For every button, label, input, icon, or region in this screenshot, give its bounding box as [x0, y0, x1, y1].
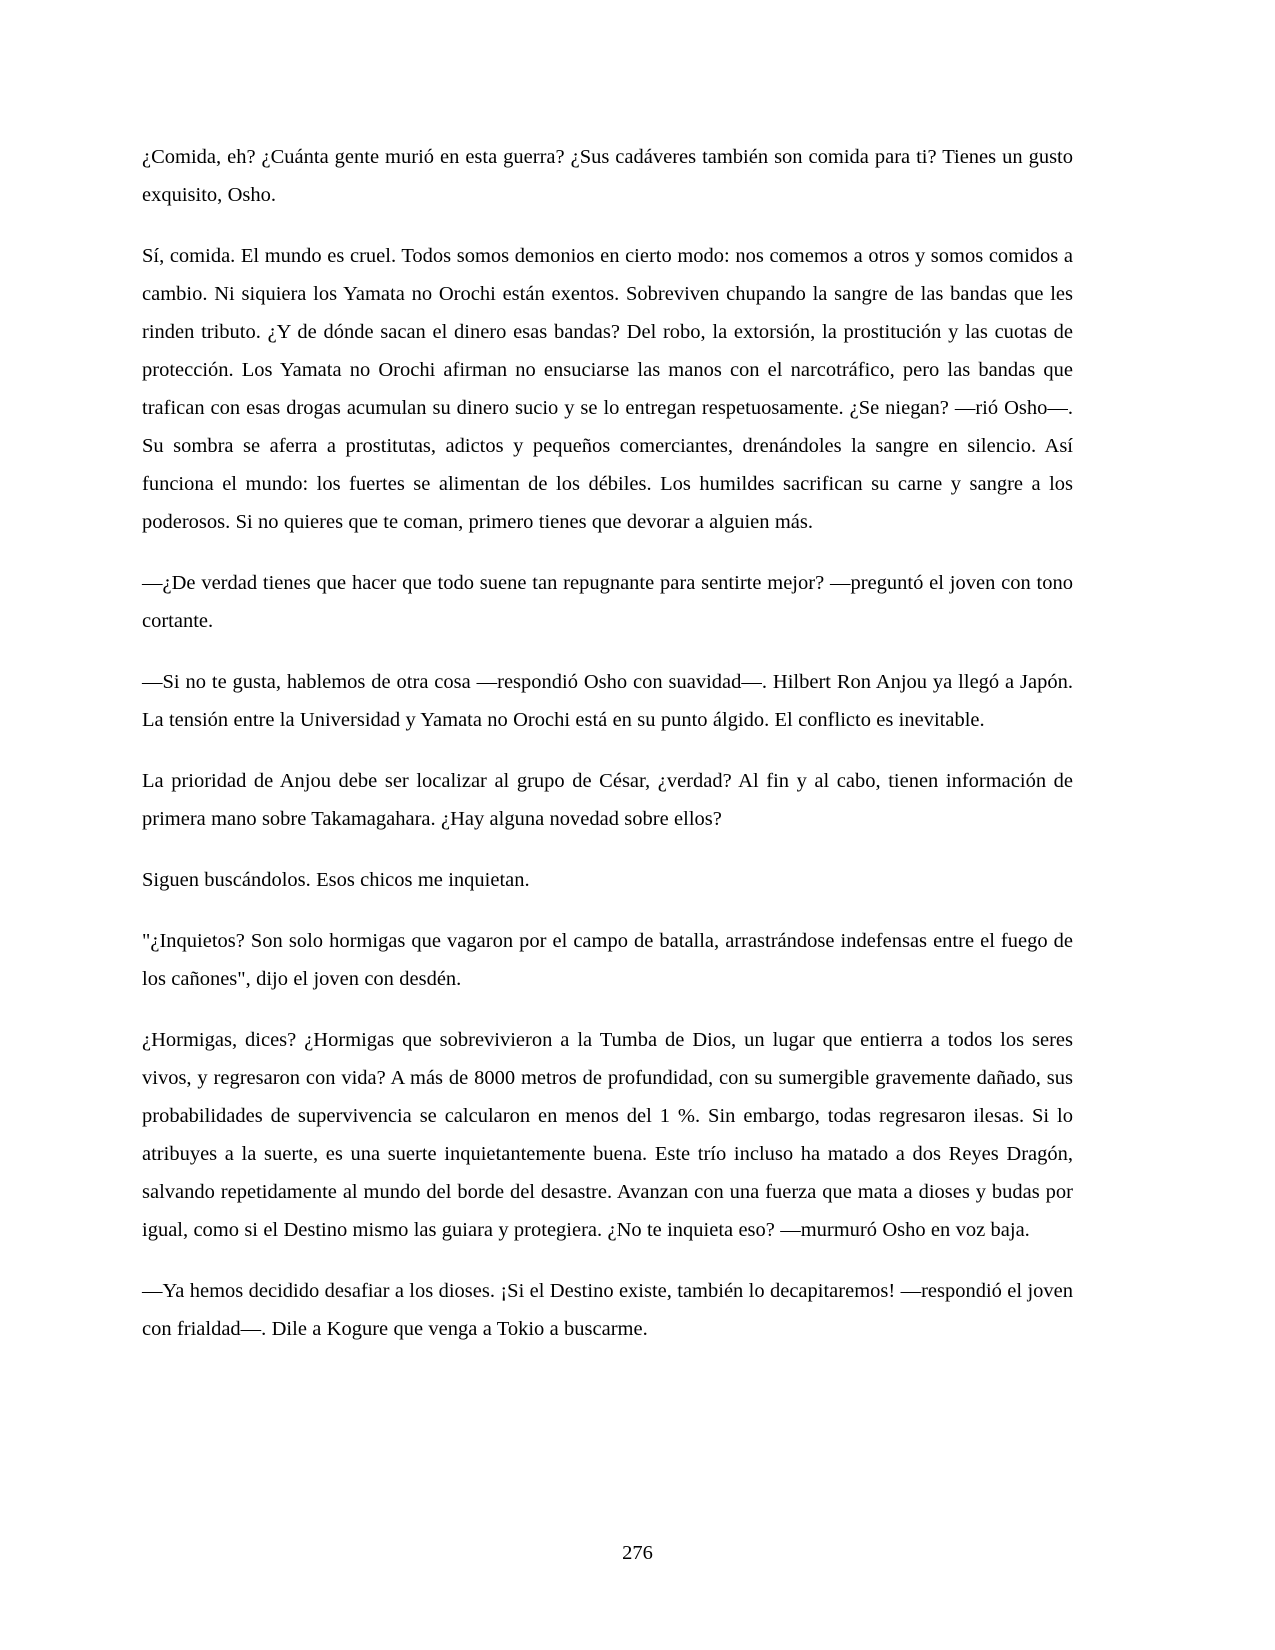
paragraph: Siguen buscándolos. Esos chicos me inquietan. [142, 869, 530, 891]
paragraph: ¿Comida, eh? ¿Cuánta gente murió en esta guerra? ¿Sus cadáveres también son comida para ti? Tienes un gusto exquisito, Osho. [142, 146, 1073, 206]
paragraph: —Si no te gusta, hablemos de otra cosa —respondió Osho con suavidad—. Hilbert Ron Anjou ya llegó a Japón. La tensión entre la Universidad y Yamata no Orochi está en su punto álgido. El conflicto es inevitable. [142, 671, 1073, 731]
paragraph: "¿Inquietos? Son solo hormigas que vagaron por el campo de batalla, arrastrándose indefensas entre el fuego de los cañones", dijo el joven con desdén. [142, 930, 1073, 990]
paragraph: —Ya hemos decidido desafiar a los dioses. ¡Si el Destino existe, también lo decapitaremos! —respondió el joven con frialdad—. Dile a Kogure que venga a Tokio a buscarme. [142, 1280, 1073, 1340]
paragraph: ¿Hormigas, dices? ¿Hormigas que sobrevivieron a la Tumba de Dios, un lugar que entierra a todos los seres vivos, y regresaron con vida? A más de 8000 metros de profundidad, con su sumergible gravemente dañado, sus probabilidades de supervivencia se calcularon en menos del 1 %. Sin embargo, todas regresaron ilesas. Si lo atribuyes a la suerte, es una suerte inquietantemente buena. Este trío incluso ha matado a dos Reyes Dragón, salvando repetidamente al mundo del borde del desastre. Avanzan con una fuerza que mata a dioses y budas por igual, como si el Destino mismo las guiara y protegiera. ¿No te inquieta eso? —murmuró Osho en voz baja. [142, 1029, 1073, 1241]
paragraph: —¿De verdad tienes que hacer que todo suene tan repugnante para sentirte mejor? —preguntó el joven con tono cortante. [142, 572, 1073, 632]
page-body-text [142, 138, 1073, 1348]
paragraph: Sí, comida. El mundo es cruel. Todos somos demonios en cierto modo: nos comemos a otros y somos comidos a cambio. Ni siquiera los Yamata no Orochi están exentos. Sobreviven chupando la sangre de las bandas que les rinden tributo. ¿Y de dónde sacan el dinero esas bandas? Del robo, la extorsión, la prostitución y las cuotas de protección. Los Yamata no Orochi afirman no ensuciarse las manos con el narcotráfico, pero las bandas que trafican con esas drogas acumulan su dinero sucio y se lo entregan respetuosamente. ¿Se niegan? —rió Osho—. Su sombra se aferra a prostitutas, adictos y pequeños comerciantes, drenándoles la sangre en silencio. Así funciona el mundo: los fuertes se alimentan de los débiles. Los humildes sacrifican su carne y sangre a los poderosos. Si no quieres que te coman, primero tienes que devorar a alguien más. [142, 245, 1073, 533]
page-number: 276 [622, 1542, 653, 1564]
paragraph: La prioridad de Anjou debe ser localizar al grupo de César, ¿verdad? Al fin y al cabo, tienen información de primera mano sobre Takamagahara. ¿Hay alguna novedad sobre ellos? [142, 770, 1073, 830]
